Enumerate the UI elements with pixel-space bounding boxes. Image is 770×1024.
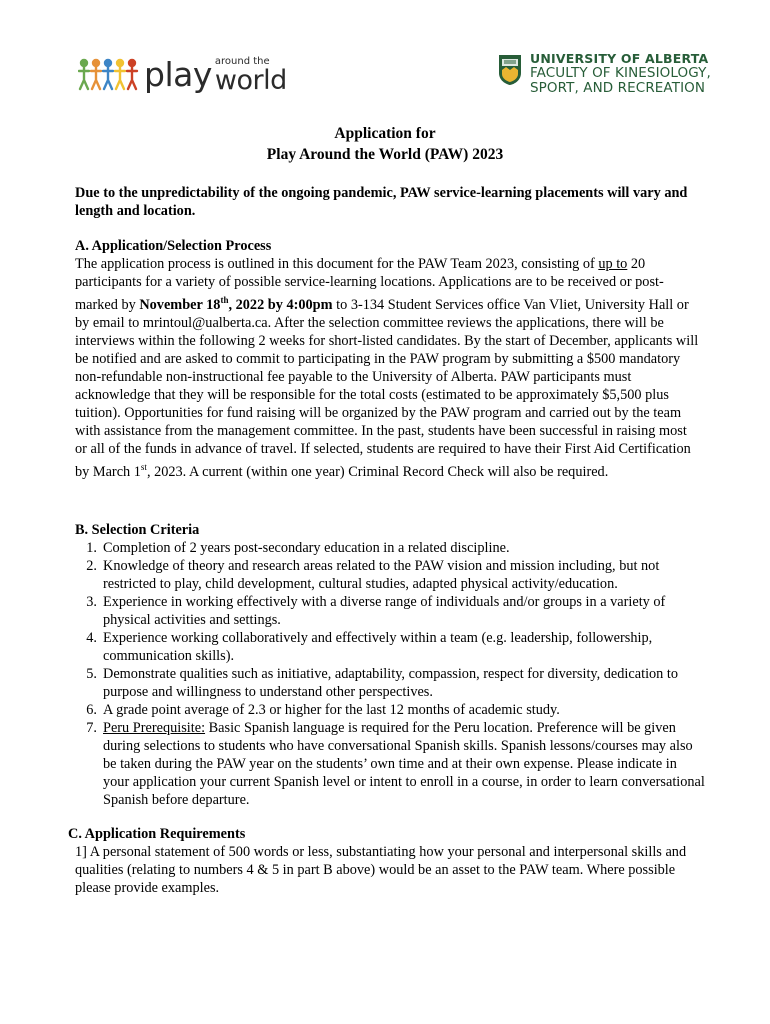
list-item: 7. Peru Prerequisite: Basic Spanish language is required for the Peru location. Preference will be given during selections to students who have conversational Spanish skills. Spanish lessons/courses may also be taken during the PAW year on the students’ own time and at their own expense. Please indicate in your application your current Spanish level or intent to enroll in a course, in order to learn conversational Spanish before departure.: [86, 720, 705, 808]
section-b-heading: B. Selection Criteria: [75, 522, 200, 538]
section-c-heading: C. Application Requirements: [68, 826, 246, 842]
section-a-text-2: 20 participants for a variety of possible service-learning locations. Applications are to be received or post-marked by: [75, 256, 664, 313]
crest-icon: [498, 54, 522, 86]
faculty-name-line2: SPORT, AND RECREATION: [530, 79, 706, 96]
list-item: 3. Experience in working effectively with a diverse range of individuals and/or groups in a variety of physical activities and settings.: [86, 594, 666, 628]
paw-logo: [78, 48, 303, 100]
paw-logo-around: around the: [214, 55, 270, 67]
list-item: 2. Knowledge of theory and research areas related to the PAW vision and mission including, but not restricted to play, child development, cultural studies, adapted physical activity/education.: [86, 558, 660, 592]
up-to-underlined: up to: [598, 256, 628, 272]
title-line-1: Application for: [334, 125, 436, 142]
university-logo: [498, 52, 728, 106]
list-item: 4. Experience working collaboratively and effectively within a team (e.g. leadership, followership, communication skills).: [86, 630, 653, 664]
faculty-name-line1: FACULTY OF KINESIOLOGY,: [530, 64, 711, 81]
intro-notice: Due to the unpredictability of the ongoing pandemic, PAW service-learning placements will vary and length and location.: [75, 185, 688, 219]
peru-prerequisite-label: Peru Prerequisite:: [103, 720, 206, 736]
deadline-date: November 18th, 2022 by 4:00pm: [139, 295, 333, 313]
section-c-body: 1] A personal statement of 500 words or less, substantiating how your personal and interpersonal skills and qualities (relating to numbers 4 & 5 in part B above) would be an asset to the PAW team. Where possible please provide examples.: [75, 844, 687, 896]
section-a-text-1: The application process is outlined in this document for the PAW Team 2023, consisting of: [75, 256, 599, 272]
list-item: 5. Demonstrate qualities such as initiative, adaptability, compassion, respect for diversity, dedication to purpose and willingness to understand other perspectives.: [86, 666, 679, 700]
title-line-2: Play Around the World (PAW) 2023: [266, 146, 504, 163]
people-figures-icon: [78, 56, 140, 92]
section-a-text-3: to 3-134 Student Services office Van Vliet, University Hall or by email to mrintoul@ualberta.ca. After the selection committee reviews the applications, there will be interviews within the following 2 weeks for short-listed candidates. By the start of December, applicants will be notified and are asked to commit to participating in the PAW program by submitting a $500 mandatory non-refundable non-instructional fee payable to the University of Alberta. PAW participants must acknowledge that they will be responsible for the total costs (estimated to be approximately $5,500 plus tuition). Opportunities for fund raising will be organized by the PAW program and carried out by the team with assistance from the management committee. In the past, students have been successful in raising most or all of the funds in advance of travel. If selected, students are required to have their First Aid Certification by March 1: [75, 296, 699, 480]
paw-logo-play: play: [144, 54, 212, 94]
selection-criteria-list: [75, 539, 705, 809]
section-a-body: [75, 255, 700, 481]
list-item: 1. Completion of 2 years post-secondary education in a related discipline.: [86, 540, 510, 556]
section-a-text-4: , 2023. A current (within one year) Criminal Record Check will also be required.: [146, 463, 609, 480]
section-a-heading: A. Application/Selection Process: [75, 238, 272, 254]
paw-logo-world: world: [214, 64, 287, 96]
list-item: 6. A grade point average of 2.3 or higher for the last 12 months of academic study.: [86, 702, 560, 718]
university-name: UNIVERSITY OF ALBERTA: [530, 51, 709, 66]
march-superscript: st: [140, 461, 147, 472]
